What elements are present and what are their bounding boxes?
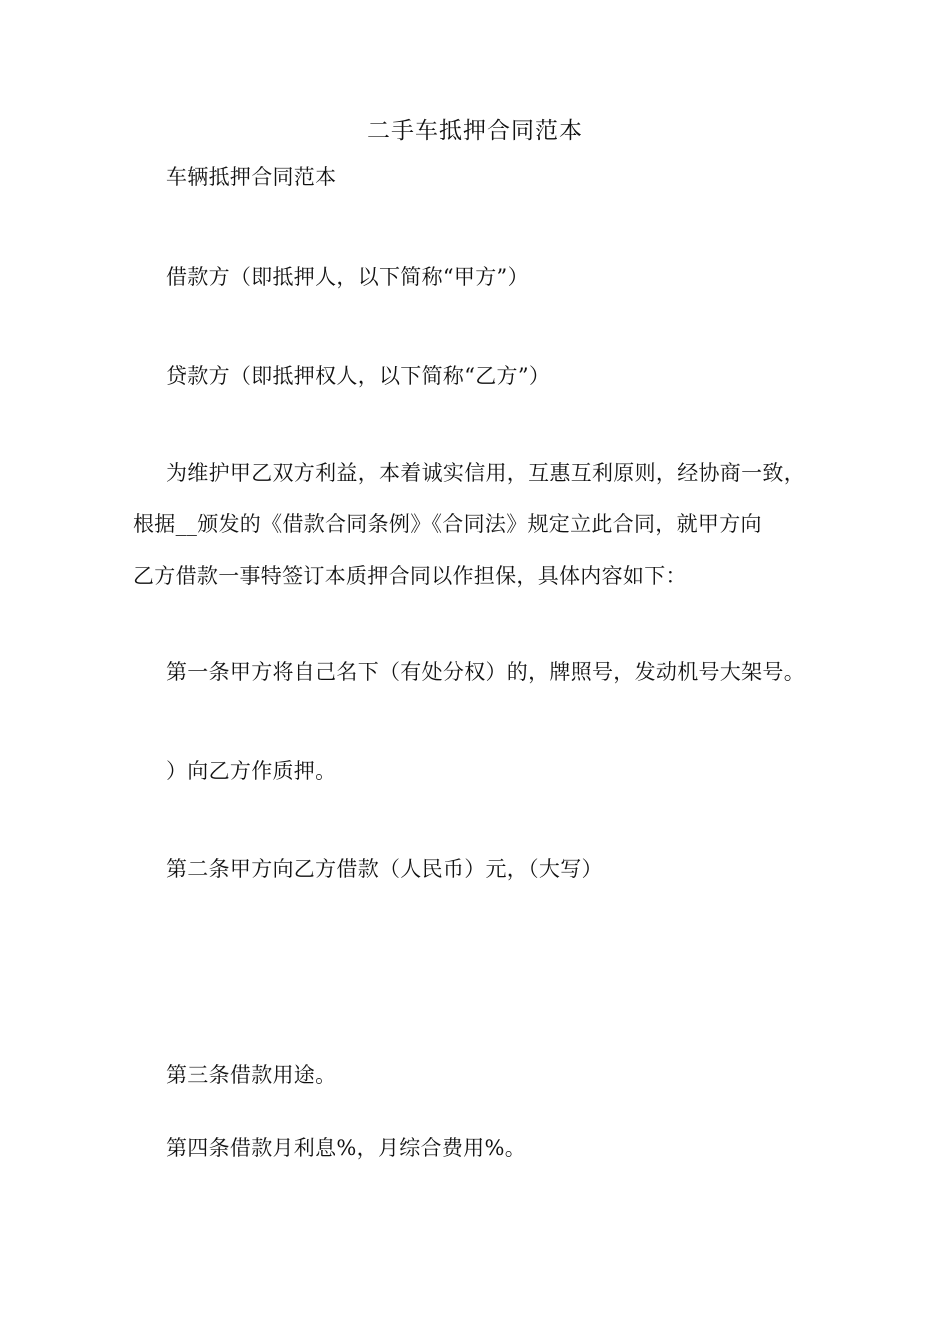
document-subtitle: 车辆抵押合同范本 [166,165,337,189]
article-3: 第三条借款用途。 [166,1063,337,1087]
article-1-line-1: 第一条甲方将自己名下（有处分权）的，牌照号，发动机号大架号。 [166,660,805,684]
article-4: 第四条借款月利息%，月综合费用%。 [166,1136,527,1160]
lender-line: 贷款方（即抵押权人，以下简称“乙方”） [166,364,551,388]
document-title: 二手车抵押合同范本 [367,118,583,144]
borrower-line: 借款方（即抵押人，以下简称“甲方”） [166,265,529,289]
intro-line-1: 为维护甲乙双方利益，本着诚实信用，互惠互利原则，经协商一致， [166,461,805,485]
article-2: 第二条甲方向乙方借款（人民币）元，（大写） [166,857,603,881]
intro-line-3: 乙方借款一事特签订本质押合同以作担保，具体内容如下： [133,564,687,588]
article-1-line-2: ）向乙方作质押。 [166,759,337,783]
intro-line-2: 根据__颁发的《借款合同条例》《合同法》规定立此合同，就甲方向 [133,512,762,536]
